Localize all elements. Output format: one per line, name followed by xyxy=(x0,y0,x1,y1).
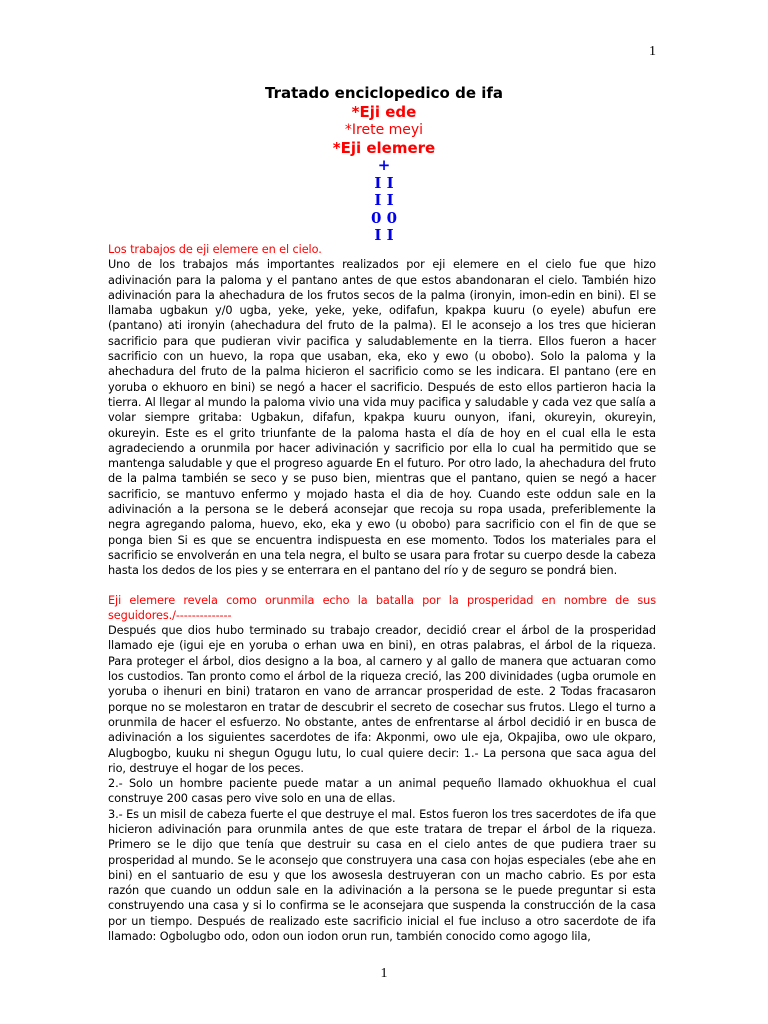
document-header xyxy=(0,84,768,245)
odu-name-irete-meyi: *Irete meyi xyxy=(344,122,424,138)
odu-sign-row-3: 0 0 xyxy=(370,208,398,227)
odu-sign-row-2: I I xyxy=(374,191,394,209)
numbered-item: 2.- Solo un hombre paciente puede matar a un animal pequeño llamado okhuokhua el cual construye 200 casas pero vive solo en una de ellas. xyxy=(108,777,656,806)
section-heading: Eji elemere revela como orunmila echo la batalla por la prosperidad en nombre de sus seguidores./-------------- xyxy=(108,593,656,622)
numbered-item: 3.- Es un misil de cabeza fuerte el que destruye el mal. Estos fueron los tres sacerdotes de ifa que hicieron adivinación para orunmila antes de que este tratara de trepar el árbol de la riqueza. Primero se le dijo que tenía que destruir su casa en el cielo antes de que pudiera traer su prosperidad al mundo. Se le aconsejo que construyera una casa con hojas especiales (ebe ahe en bini) en el santuario de esu y que los awosesla destruyeran con un macho cabrio. Es por esta razón que cuando un oddun sale en la adivinación a la persona se le puede preguntar si esta construyendo una casa y si lo confirma se le aconsejara que suspenda la construcción de la casa por un tiempo. Después de realizado este sacrificio inicial el fue incluso a otro sacerdote de ifa llamado: Ogbolugbo odo, odon oun iodon orun run, también conocido como agogo lila, xyxy=(108,807,656,944)
section-paragraph: Uno de los trabajos más importantes realizados por eji elemere en el cielo fue que hizo adivinación para la paloma y el pantano antes de que estos abandonaran el cielo. También hizo adivinación para la ahechadura de los frutos secos de la palma (ironyin, imon-edin en bini). El se llamaba ugbakun y/0 ugba, yeke, yeke, yeke, odifafun, kpakpa kuuru (o eyele) abufun ere (pantano) ati ironyin (ahechadura del fruto de la palma). El le aconsejo a los tres que hicieran sacrificio para que pudieran vivir pacifica y saludablemente en la tierra. Ellos fueron a hacer sacrificio con un huevo, la ropa que usaban, eka, eko y ewo (u obobo). Solo la paloma y la ahechadura del fruto de la palma hicieron el sacrificio como se les indicara. El pantano (ere en yoruba o ekhuoro en bini) se negó a hacer el sacrificio. Después de esto ellos partieron hacia la tierra. Al llegar al mundo la paloma vivio una vida muy pacifica y saludable y cada vez que salía a volar siempre gritaba: Ugbakun, difafun, kpakpa kuuru ounyon, ifani, okureyin, okureyin, okureyin. Este es el grito triunfante de la paloma hasta el día de hoy en el cual ella le esta agradeciendo a orunmila por hacer adivinación y sacrificio por ella lo cual ha permitido que se mantenga saludable y que el progreso aguarde En el futuro. Por otro lado, la ahechadura del fruto de la palma también se seco y se puso bien, mientras que el pantano, quien se negó a hacer sacrificio, se mantuvo enfermo y mojado hasta el dia de hoy. Cuando este oddun sale en la adivinación a la persona se le deberá aconsejar que recoja su ropa usada, preferiblemente la negra agregando paloma, huevo, eko, eka y ewo (u obobo) para sacrificio con el fin de que se ponga bien Si es que se encuentra indispuesta en ese momento. Todos los materiales para el sacrificio se envolverán en una tela negra, el bulto se usara para frotar su cuerpo desde la cabeza hasta los dedos de los pies y se enterrara en el pantano del río y de seguro se pondrá bien. xyxy=(108,258,656,578)
document-body xyxy=(108,242,656,944)
odu-sign-row-1: I I xyxy=(374,173,394,192)
section-paragraph: Después que dios hubo terminado su trabajo creador, decidió crear el árbol de la prosperidad llamado eje (igui eje en yoruba o erhan uwa en bini), en otras palabras, el árbol de la riqueza. Para proteger el árbol, dios designo a la boa, al carnero y al gallo de manera que actuaran como los custodios. Tan pronto como el árbol de la riqueza creció, las 200 divinidades (ugba orumole en yoruba o ihenuri en bini) trataron en vano de arrancar prosperidad de este. 2 Todas fracasaron porque no se molestaron en tratar de descubrir el secreto de cosechar sus frutos. Llego el turno a orunmila de hacer el esfuerzo. No obstante, antes de enfrentarse al árbol decidió ir en busca de adivinación a los siguientes sacerdotes de ifa: Akponmi, owo ule eja, Okpajiba, owo ule okparo, Alugbogbo, kuuku ni shegun Ogugu lutu, lo cual quiere decir: 1.- La persona que saca agua del rio, destruye el hogar de los peces. xyxy=(108,624,656,775)
document-title: Tratado enciclopedico de ifa xyxy=(264,84,503,102)
odu-name-eji-elemere: *Eji elemere xyxy=(332,139,436,157)
section-heading: Los trabajos de eji elemere en el cielo. xyxy=(108,243,322,256)
odu-name-eji-ede: *Eji ede xyxy=(351,103,417,121)
page-number-bottom: 1 xyxy=(380,966,388,981)
odu-sign-plus: + xyxy=(377,156,391,174)
odu-sign-row-4: I I xyxy=(374,226,394,244)
page-number-top: 1 xyxy=(649,44,656,59)
